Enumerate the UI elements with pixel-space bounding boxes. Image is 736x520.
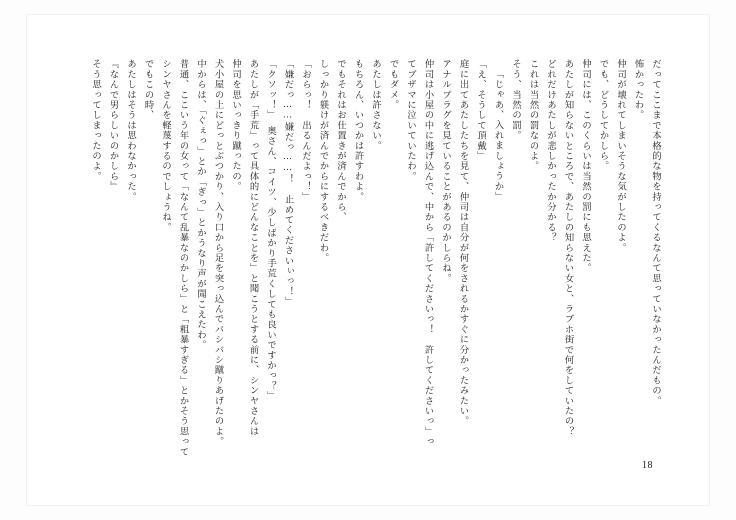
text-column: あたしは許さない。: [370, 59, 380, 151]
text-column: そう、当然の罰。: [510, 59, 520, 141]
text-column: でもダメ。: [387, 59, 398, 110]
text-column: 仲司には、このくらいは当然の罰にも思えた。: [580, 59, 590, 274]
text-column: でも、どうしてかしら。: [597, 59, 608, 172]
text-column: 「じゃあ、入れましょうか」: [492, 69, 503, 202]
text-column: あたしはそうは思わなかった。: [125, 59, 135, 202]
text-column: シンヤさんを軽蔑するのでしょうね。: [160, 59, 170, 233]
text-column: てブザマに泣いていたわ。: [405, 59, 415, 182]
text-column: 中からは、「ぐぇっ」とか「ぎっ」とかうなり声が聞こえたわ。: [195, 59, 205, 351]
text-column: そう思ってしまったのよ。: [90, 59, 100, 182]
text-column: 「嫌だっ……嫌だっ……！ 止めてくださいぃっ！」: [282, 59, 293, 307]
text-column: 仲司は小屋の中に逃げ込んで、中から「許してくださいっ！ 許してくださいっ」っ: [422, 59, 433, 447]
text-column: 『なんで男らしいのかしら』: [107, 59, 118, 192]
page-number: 18: [642, 460, 653, 471]
text-column: 仲司を思いっきり蹴ったの。: [230, 59, 240, 192]
text-column: アナルプラグを見ていることがあるのかしらね。: [440, 59, 450, 284]
text-column: 怖かったわ。: [632, 59, 643, 121]
text-column: これは当然の罰なのよ。: [527, 59, 538, 172]
text-column: しっかり躾けが済んでからにするべきだわ。: [317, 59, 328, 263]
text-column: あたしが知らないところで、あたしの知らない女と、ラブホ街で何をしていたの？: [562, 59, 573, 437]
text-column: 普通、ここいう年の女って「なんて乱暴なのかしら」と「粗暴すぎる」とかそう思って: [177, 59, 188, 457]
text-column: でもこの時、: [142, 59, 153, 121]
vertical-text-body: [63, 59, 663, 459]
page-content-area: [26, 14, 710, 506]
text-column: 「え、そうして頂戴」: [475, 59, 485, 161]
text-column: もちろん、いつかは許すわよ。: [352, 59, 363, 202]
text-column: 仲司が壊れてしまいそうな気がしたのよ。: [615, 59, 625, 253]
text-column: 犬小屋の上にどっとぶつかり、入り口から足を突っ込んでバシバシ蹴りあげたのよ。: [212, 59, 223, 447]
text-column: でもそれはお仕置きが済んでから、: [335, 59, 345, 223]
text-column: あたしが「手荒」って具体的にどんなことを」と聞こうとする前に、シンヤさんは: [247, 59, 258, 437]
text-column: 「クソッ！」 奥さん、コイツ、少しばかり手荒くしても良いですかっ？」: [265, 59, 275, 402]
text-column: だってここまで本格的な物を持ってくるなんて思っていなかったんだもの。: [650, 59, 660, 406]
text-column: 「おらっ！ 出るんだよっ！」: [300, 59, 310, 202]
text-column: 庭に出てあたしたちを見て、仲司は自分が何をされるかすぐに分かったみたい。: [457, 59, 468, 427]
text-column: どれだけあたしが悲しかったか分かる？: [545, 59, 555, 243]
